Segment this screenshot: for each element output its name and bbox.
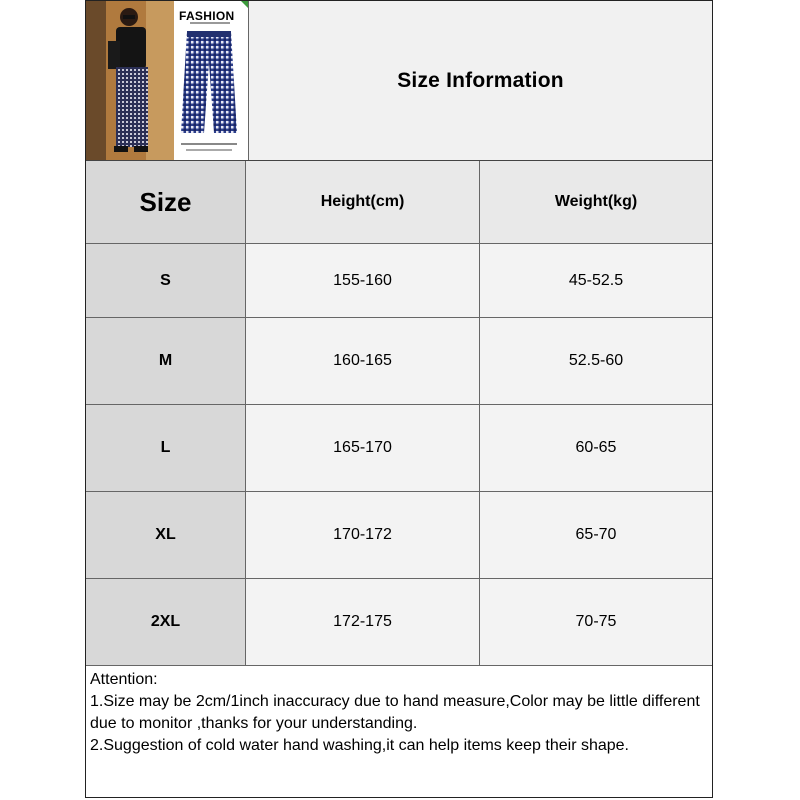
header-row <box>86 1 712 161</box>
attention-notes <box>86 666 712 797</box>
size-cell: M <box>86 318 246 404</box>
weight-cell: 65-70 <box>480 492 712 578</box>
size-cell: 2XL <box>86 579 246 665</box>
height-cell: 155-160 <box>246 244 480 317</box>
height-cell: 160-165 <box>246 318 480 404</box>
notes-heading: Attention: <box>90 671 158 688</box>
header-height: Height(cm) <box>246 161 480 243</box>
size-cell: L <box>86 405 246 491</box>
table-row <box>86 579 712 666</box>
table-row <box>86 405 712 492</box>
weight-cell: 60-65 <box>480 405 712 491</box>
notes-line-2: 2.Suggestion of cold water hand washing,it can help items keep their shape. <box>90 737 629 754</box>
table-row <box>86 492 712 579</box>
size-cell: XL <box>86 492 246 578</box>
height-cell: 165-170 <box>246 405 480 491</box>
weight-cell: 70-75 <box>480 579 712 665</box>
page-title: Size Information <box>397 68 564 92</box>
notes-line-1: 1.Size may be 2cm/1inch inaccuracy due to hand measure,Color may be little different due to monitor ,thanks for your understanding. <box>90 693 700 732</box>
table-header-row <box>86 161 712 244</box>
table-row <box>86 318 712 405</box>
weight-cell: 52.5-60 <box>480 318 712 404</box>
weight-cell: 45-52.5 <box>480 244 712 317</box>
header-weight: Weight(kg) <box>480 161 712 243</box>
size-cell: S <box>86 244 246 317</box>
product-photo <box>86 1 249 160</box>
height-cell: 172-175 <box>246 579 480 665</box>
photo-brand-label: FASHION <box>179 9 235 23</box>
header-size: Size <box>86 161 246 243</box>
size-chart-frame <box>85 0 713 798</box>
product-photo-image <box>86 1 248 160</box>
table-row <box>86 244 712 318</box>
height-cell: 170-172 <box>246 492 480 578</box>
title-cell <box>249 1 712 160</box>
